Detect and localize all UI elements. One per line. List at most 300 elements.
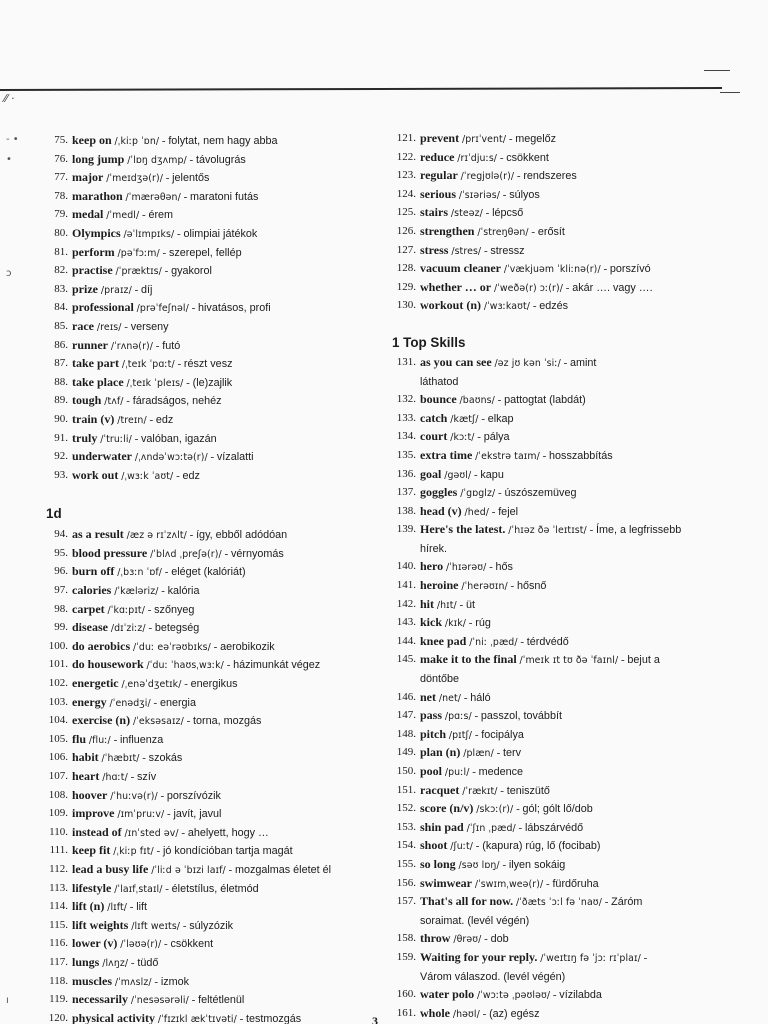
entry-translation: úszószemüveg (504, 487, 577, 500)
entry-body: burn off /ˌbɜːn ˈɒf/ - eléget (kalóriát) (72, 564, 246, 579)
vocab-entry (386, 576, 746, 595)
entry-translation: szőnyeg (154, 603, 195, 616)
entry-body: practise /ˈpræktɪs/ - gyakorol (72, 263, 212, 278)
entry-number: 125. (396, 206, 416, 219)
entry-number: 141. (396, 579, 416, 592)
entry-body: as a result /æz ə rɪˈzʌlt/ - így, ebből adódóan (72, 527, 288, 542)
entry-translation: vízalatti (216, 451, 254, 464)
entry-translation: passzol, továbbít (480, 710, 562, 723)
entry-translation: vérnyomás (230, 547, 284, 560)
entry-word: regular (420, 168, 458, 183)
entry-pronunciation: /dɪˈziːz/ (110, 623, 146, 635)
entry-pronunciation: /ˈwɔːtə ˌpəʊləʊ/ (476, 990, 551, 1002)
vocab-entry (40, 544, 380, 563)
entry-word: bounce (420, 392, 457, 407)
entry-number: 124. (396, 187, 416, 200)
entry-translation: gól; gólt lő/dob (522, 803, 593, 816)
entry-pronunciation: /səʊ lɒŋ/ (458, 859, 500, 871)
entry-body: disease /dɪˈziːz/ - betegség (72, 620, 200, 635)
entry-pronunciation: /ˌteɪk ˈpleɪs/ (126, 377, 184, 389)
entry-translation: ahelyett, hogy … (187, 826, 269, 839)
entry-body: reduce /rɪˈdjuːs/ - csökkent (420, 149, 549, 164)
entry-number: 147. (396, 709, 416, 722)
entry-number: 153. (396, 820, 416, 833)
entry-body: pool /puːl/ - medence (420, 764, 524, 778)
entry-translation: influenza (119, 733, 164, 746)
entry-translation: életstílus, életmód (171, 882, 259, 895)
entry-pronunciation: /ˈliːd ə ˈbɪzi laɪf/ (151, 864, 226, 876)
entry-pronunciation: /ˈregjʊlə(r)/ (460, 171, 515, 183)
entry-word: long jump (72, 151, 125, 166)
entry-translation: futó (162, 339, 181, 352)
entry-word: perform (72, 244, 115, 259)
vocab-entry (40, 600, 380, 619)
entry-body: calories /ˈkæləriz/ - kalória (72, 583, 200, 598)
entry-translation: focipálya (481, 728, 524, 741)
entry-pronunciation: /ˈniː ˌpæd/ (469, 636, 518, 648)
entry-pronunciation: /prɪˈvent/ (461, 134, 507, 145)
entry-pronunciation: /ˌteɪk ˈpɑːt/ (121, 359, 175, 371)
entry-number: 134. (396, 430, 416, 443)
entry-word: physical activity (72, 1010, 155, 1024)
entry-number: 123. (396, 169, 416, 182)
entry-number: 90. (54, 412, 68, 425)
entry-word: stairs (420, 205, 448, 220)
entry-word: lifestyle (72, 880, 112, 895)
entry-pronunciation: /praɪz/ (100, 284, 132, 296)
entry-word: burn off (72, 564, 115, 579)
entry-number: 143. (396, 616, 416, 629)
entry-number: 111. (49, 844, 68, 857)
entry-number: 117. (49, 955, 68, 968)
entry-body: strengthen /ˈstreŋθən/ - erősít (420, 223, 565, 238)
vocab-entry (386, 278, 746, 297)
entry-number: 89. (54, 394, 68, 407)
entry-pronunciation: /kɪk/ (444, 618, 467, 630)
entry-word: blood pressure (72, 545, 148, 560)
entry-word: strengthen (420, 223, 475, 238)
entry-word: marathon (72, 188, 123, 203)
entry-translation: betegség (154, 622, 200, 635)
entry-body: blood pressure /ˈblʌd ˌpreʃə(r)/ - vérnyomás (72, 545, 284, 560)
entry-word: goal (420, 466, 442, 481)
entry-body: court /kɔːt/ - pálya (420, 429, 510, 444)
entry-number: 92. (54, 450, 68, 463)
entry-word: make it to the final (420, 652, 517, 667)
entry-pronunciation: /ˈpræktɪs/ (115, 266, 162, 278)
entry-word: so long (420, 856, 456, 871)
entry-body: train (v) /treɪn/ - edz (72, 411, 174, 426)
vocab-entry (386, 222, 746, 241)
entry-body: physical activity /ˈfɪzɪkl ækˈtɪvəti/ - testmozgás (72, 1010, 302, 1024)
entry-translation: súlyos (509, 188, 540, 201)
entry-word: Olympics (72, 225, 121, 240)
vocab-entry (40, 916, 380, 935)
entry-body: throw /θrəʊ/ - dob (420, 931, 509, 946)
entry-pronunciation: /æz ə rɪˈzʌlt/ (126, 530, 187, 542)
entry-pronunciation: /ˈlɒŋ dʒʌmp/ (127, 154, 187, 166)
entry-body: hoover /ˈhuːvə(r)/ - porszívózik (72, 787, 221, 802)
entry-pronunciation: /ˈmærəθən/ (125, 191, 181, 203)
entry-translation: terv (503, 747, 522, 760)
entry-pronunciation: /ˈðæts ˈɔːl fə ˈnaʊ/ (516, 897, 602, 909)
entry-number: 104. (48, 714, 68, 727)
vocab-entry (40, 804, 380, 823)
entry-pronunciation: /ˈmedl/ (106, 210, 140, 222)
entry-word: carpet (72, 601, 105, 616)
vocab-entry (40, 897, 380, 916)
entry-pronunciation: /ʃuːt/ (450, 841, 474, 853)
vocab-entry (40, 447, 380, 466)
entry-translation: lábszárvédő (524, 821, 584, 834)
entry-word: exercise (n) (72, 713, 131, 728)
entry-number: 91. (54, 431, 68, 444)
entry-translation: stressz (490, 244, 525, 257)
entry-word: take part (72, 356, 119, 371)
vocab-entry (40, 693, 380, 712)
entry-word: underwater (72, 449, 132, 464)
vocab-entry (40, 655, 380, 674)
entry-translation: edz (155, 413, 174, 426)
entry-pronunciation: /kɔːt/ (450, 432, 475, 444)
entry-body: runner /ˈrʌnə(r)/ - futó (72, 337, 181, 352)
entry-pronunciation: /ˌkiːp ˈɒn/ (114, 136, 160, 147)
entry-number: 88. (54, 375, 68, 388)
entry-number: 79. (54, 208, 68, 221)
scan-mark: ⁄⁄ · (4, 92, 15, 105)
entry-number: 84. (54, 301, 68, 314)
entry-body: energy /ˈenədʒi/ - energia (72, 694, 196, 709)
entry-translation: pattogtat (labdát) (504, 394, 586, 407)
vocab-entry (40, 298, 380, 317)
entry-pronunciation: /ˈekstrə taɪm/ (475, 450, 540, 462)
entry-pronunciation: /pəˈfɔːm/ (117, 247, 160, 259)
margin-mark: ɔ (6, 268, 12, 279)
entry-word: tough (72, 393, 102, 408)
entry-pronunciation: /ˌenəˈdʒetɪk/ (121, 679, 182, 691)
entry-number: 112. (49, 862, 68, 875)
entry-body: do housework /ˈduː ˈhaʊsˌwɜːk/ - házimunkát végez (72, 657, 321, 672)
entry-translation-continued: hírek. (420, 542, 448, 555)
entry-pronunciation: /ˈhɪəz ðə ˈleɪtɪst/ (508, 525, 587, 537)
entry-body: shin pad /ˈʃɪn ˌpæd/ - lábszárvédő (420, 819, 584, 834)
entry-body: pass /pɑːs/ - passzol, továbbít (420, 708, 562, 723)
entry-translation: erősít (537, 225, 565, 238)
entry-word: major (72, 170, 104, 185)
entry-translation: rendszeres (523, 170, 577, 183)
entry-translation-continued: Várom válaszod. (levél végén) (420, 970, 566, 983)
entry-body: so long /səʊ lɒŋ/ - ilyen sokáig (420, 856, 566, 871)
entry-word: prize (72, 281, 98, 296)
margin-mark: - • (6, 134, 19, 145)
entry-body: score (n/v) /skɔː(r)/ - gól; gólt lő/dob (420, 801, 593, 816)
entry-pronunciation: /ˌbɜːn ˈɒf/ (117, 567, 163, 579)
entry-body: prevent /prɪˈvent/ - megelőz (420, 131, 557, 145)
vocab-entry (40, 618, 380, 637)
entry-body: as you can see /əz jʊ kən ˈsiː/ - amint láthatod (420, 353, 596, 391)
entry-body: net /net/ - háló (420, 689, 491, 704)
entry-pronunciation: /ɪmˈpruːv/ (117, 809, 165, 821)
entry-word: shin pad (420, 819, 464, 834)
entry-word: lungs (72, 954, 100, 969)
entry-word: pitch (420, 726, 447, 741)
vocab-entry (386, 185, 746, 204)
entry-body: muscles /ˈmʌslz/ - izmok (72, 973, 190, 988)
vocab-entry (386, 241, 746, 260)
vocab-entry (386, 985, 746, 1004)
entry-pronunciation: /ɪnˈsted əv/ (124, 827, 179, 839)
entry-pronunciation: /ˈsɪəriəs/ (458, 189, 501, 201)
entry-word: vacuum cleaner (420, 261, 501, 276)
entry-word: practise (72, 263, 113, 278)
entry-translation: porszívó (609, 263, 651, 276)
entry-word: take place (72, 374, 124, 389)
entry-translation: hivatásos, profi (198, 302, 271, 315)
entry-body: improve /ɪmˈpruːv/ - javít, javul (72, 806, 222, 821)
entry-word: hoover (72, 787, 108, 802)
entry-pronunciation: /ˈhɪərəʊ/ (445, 562, 487, 574)
entry-number: 75. (54, 134, 68, 146)
entry-pronunciation: /ˈhuːvə(r)/ (110, 790, 158, 802)
entry-number: 106. (48, 751, 68, 764)
entry-word: Waiting for your reply. (420, 949, 538, 964)
entry-number: 121. (396, 132, 416, 144)
vocab-entry (386, 427, 746, 446)
vocab-entry (40, 187, 380, 206)
entry-translation: (kapura) rúg, lő (focibab) (482, 840, 601, 853)
entry-word: lift (n) (72, 899, 105, 914)
entry-number: 97. (54, 584, 68, 597)
vocab-entry (40, 990, 380, 1009)
vocab-entry (386, 632, 746, 651)
entry-word: hero (420, 559, 444, 574)
entry-body: pitch /pɪtʃ/ - focipálya (420, 726, 524, 741)
entry-body: swimwear /ˈswɪmˌweə(r)/ - fürdőruha (420, 875, 599, 890)
entry-word: muscles (72, 973, 112, 988)
entry-translation: (le)zajlik (192, 376, 233, 389)
vocab-entry (386, 874, 746, 893)
entry-number: 87. (54, 357, 68, 370)
section-heading-1d: 1d (46, 506, 62, 522)
vocab-entry (386, 353, 746, 390)
entry-pronunciation: /ˌkiːp fɪt/ (113, 846, 154, 858)
entry-number: 128. (396, 262, 416, 275)
entry-number: 77. (54, 171, 68, 184)
entry-pronunciation: /əz jʊ kən ˈsiː/ (494, 357, 561, 369)
entry-number: 133. (396, 411, 416, 424)
entry-body: lift (n) /lɪft/ - lift (72, 899, 147, 914)
entry-word: lower (v) (72, 936, 118, 951)
entry-number: 158. (396, 932, 416, 945)
header-rule (0, 87, 722, 91)
entry-translation: rúg (475, 617, 491, 630)
entry-pronunciation: /ˈfɪzɪkl ækˈtɪvəti/ (157, 1013, 237, 1024)
entry-number: 95. (54, 546, 68, 559)
entry-translation: folytat, nem hagy abba (168, 135, 278, 147)
entry-translation: jelentős (172, 172, 210, 185)
entry-word: do aerobics (72, 638, 131, 653)
entry-pronunciation: /ˈlaɪfˌstaɪl/ (114, 883, 163, 895)
entry-body: hero /ˈhɪərəʊ/ - hős (420, 559, 513, 574)
entry-number: 126. (396, 224, 416, 237)
entry-list-1c (40, 131, 380, 484)
entry-number: 76. (54, 152, 68, 165)
entry-number: 122. (396, 150, 416, 163)
entry-number: 142. (396, 597, 416, 610)
entry-translation: elkap (487, 412, 514, 425)
entry-pronunciation: /ˈweɪtɪŋ fə ˈjɔː rɪˈplaɪ/ (540, 952, 641, 964)
entry-body: race /reɪs/ - verseny (72, 318, 169, 333)
entry-number: 114. (49, 900, 68, 913)
entry-body: energetic /ˌenəˈdʒetɪk/ - energikus (72, 676, 238, 691)
vocab-entry (40, 466, 380, 485)
entry-body: lower (v) /ˈləʊə(r)/ - csökkent (72, 936, 214, 951)
entry-body: instead of /ɪnˈsted əv/ - ahelyett, hogy … (72, 824, 269, 839)
entry-translation: szerepel, fellép (168, 246, 242, 259)
entry-number: 151. (396, 783, 416, 796)
entry-body: do aerobics /ˈduː eəˈrəʊbɪks/ - aerobikozik (72, 638, 275, 653)
entry-body: head (v) /hed/ - fejel (420, 503, 518, 518)
vocab-entry (386, 743, 746, 762)
vocab-entry (386, 613, 746, 632)
entry-translation: részt vesz (183, 358, 233, 371)
entry-word: instead of (72, 824, 122, 839)
entry-body: lungs /lʌŋz/ - tüdő (72, 954, 159, 969)
entry-word: as a result (72, 527, 124, 542)
entry-translation: érem (148, 209, 174, 222)
entry-word: score (n/v) (420, 801, 474, 816)
vocab-entry (386, 595, 746, 614)
entry-body: knee pad /ˈniː ˌpæd/ - térdvédő (420, 633, 569, 648)
entry-body: extra time /ˈekstrə taɪm/ - hosszabbítás (420, 447, 613, 462)
entry-number: 152. (396, 802, 416, 815)
entry-number: 102. (48, 677, 68, 690)
entry-word: workout (n) (420, 298, 482, 313)
entry-pronunciation: /ˈnesəsərəli/ (130, 995, 189, 1007)
entry-translation: valóban, igazán (141, 432, 217, 445)
entry-word: energy (72, 694, 107, 709)
entry-number: 161. (396, 1006, 416, 1019)
vocab-entry (40, 879, 380, 898)
entry-word: calories (72, 583, 112, 598)
entry-translation: távolugrás (195, 153, 246, 166)
entry-number: 98. (54, 602, 68, 615)
entry-body: Olympics /əˈlɪmpɪks/ - olimpiai játékok (72, 225, 258, 240)
entry-pronunciation: /ˈvækjuəm ˈkliːnə(r)/ (503, 264, 601, 276)
entry-pronunciation: /net/ (438, 692, 462, 704)
entry-pronunciation: /baʊns/ (459, 395, 495, 407)
entry-word: race (72, 318, 94, 333)
entry-pronunciation: /hɑːt/ (102, 772, 128, 783)
entry-translation: energia (159, 696, 196, 709)
vocab-entry (386, 203, 746, 222)
entry-body: lift weights /lɪft weɪts/ - súlyzózik (72, 917, 234, 932)
entry-list-1d-cont (386, 129, 746, 315)
header-rule-mark (720, 92, 740, 93)
vocab-entry (40, 429, 380, 448)
entry-word: improve (72, 806, 115, 821)
entry-number: 81. (54, 245, 68, 258)
vocab-entry (40, 972, 380, 991)
entry-word: pass (420, 708, 443, 723)
entry-pronunciation: /ˈʃɪn ˌpæd/ (466, 822, 516, 834)
entry-number: 85. (54, 319, 68, 332)
entry-number: 86. (54, 338, 68, 351)
entry-number: 140. (396, 560, 416, 573)
entry-pronunciation: /lɪft/ (107, 902, 128, 914)
entry-number: 144. (396, 634, 416, 647)
section-heading-top-skills: 1 Top Skills (392, 334, 466, 350)
vocab-entry (40, 711, 380, 730)
entry-number: 127. (396, 243, 416, 256)
entry-translation: így, ebből adódóan (196, 529, 288, 542)
entry-word: runner (72, 337, 108, 352)
vocab-entry (40, 224, 380, 243)
entry-translation: fejel (498, 505, 518, 518)
vocab-entry (40, 953, 380, 972)
entry-number: 145. (396, 653, 416, 666)
vocab-entry (386, 409, 746, 428)
vocab-entry (386, 148, 746, 167)
entry-body: stairs /steəz/ - lépcső (420, 205, 524, 220)
entry-number: 107. (48, 770, 68, 782)
entry-number: 108. (48, 788, 68, 801)
entry-word: shoot (420, 838, 448, 853)
entry-translation-continued: láthatod (420, 375, 459, 388)
entry-number: 132. (396, 393, 416, 406)
vocab-entry (40, 674, 380, 693)
entry-pronunciation: /hɪt/ (436, 599, 457, 611)
entry-pronunciation: /ˈduː eəˈrəʊbɪks/ (132, 641, 211, 653)
entry-body: hit /hɪt/ - üt (420, 596, 475, 611)
entry-number: 157. (396, 895, 416, 908)
entry-number: 116. (49, 937, 68, 950)
entry-word: habit (72, 750, 99, 765)
entry-body: heroine /ˈherəʊɪn/ - hősnő (420, 578, 547, 593)
entry-translation: izmok (160, 975, 190, 988)
entry-body: bounce /baʊns/ - pattogtat (labdát) (420, 392, 586, 407)
margin-mark: • (6, 154, 12, 165)
entry-translation: megelőz (515, 133, 557, 145)
entry-translation: lift (136, 901, 147, 914)
entry-word: pool (420, 764, 443, 778)
entry-word: disease (72, 620, 108, 635)
entry-pronunciation: /ˈtruːli/ (100, 433, 132, 445)
vocab-entry (40, 131, 380, 150)
entry-translation: súlyzózik (189, 919, 234, 932)
entry-word: lift weights (72, 917, 129, 932)
entry-word: serious (420, 186, 456, 201)
entry-translation: vízilabda (559, 989, 602, 1002)
entry-translation: üt (465, 598, 475, 611)
entry-body: exercise (n) /ˈeksəsaɪz/ - torna, mozgás (72, 713, 262, 728)
vocab-entry (386, 166, 746, 185)
entry-translation: tüdő (137, 956, 159, 969)
entry-word: plan (n) (420, 745, 461, 760)
entry-pronunciation: /ˌwɜːk ˈaʊt/ (121, 470, 174, 482)
entry-body: take place /ˌteɪk ˈpleɪs/ - (le)zajlik (72, 374, 233, 389)
entry-pronunciation: /skɔː(r)/ (476, 804, 514, 816)
entry-word: prevent (420, 131, 460, 145)
vocab-entry (40, 354, 380, 373)
entry-number: 101. (48, 658, 68, 671)
entry-body: truly /ˈtruːli/ - valóban, igazán (72, 430, 217, 445)
entry-number: 100. (48, 639, 68, 652)
entry-number: 135. (396, 448, 416, 461)
entry-translation: olimpiai játékok (183, 227, 258, 240)
entry-body: catch /kætʃ/ - elkap (420, 410, 514, 425)
entry-pronunciation: /ˈwɜːkaʊt/ (483, 301, 531, 313)
